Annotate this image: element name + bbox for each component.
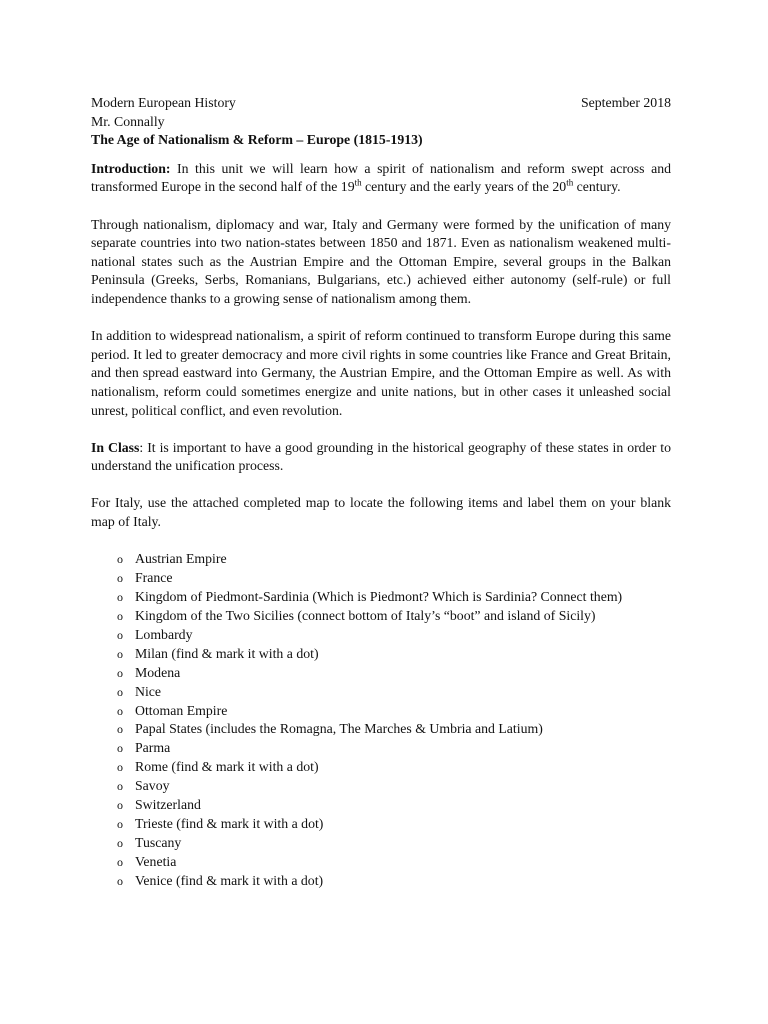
list-item-text: Venetia: [135, 853, 177, 869]
list-item: [117, 569, 671, 588]
circle-bullet-icon: o: [117, 854, 123, 869]
list-item-text: Kingdom of the Two Sicilies (connect bottom of Italy’s “boot” and island of Sicily): [135, 607, 596, 623]
circle-bullet-icon: o: [117, 646, 123, 661]
circle-bullet-icon: o: [117, 665, 123, 680]
circle-bullet-icon: o: [117, 703, 123, 718]
list-item-text: Switzerland: [135, 797, 201, 813]
list-item: [117, 702, 671, 721]
circle-bullet-icon: o: [117, 798, 123, 813]
list-item: [117, 550, 671, 569]
in-class-paragraph: [91, 439, 671, 476]
list-item-text: Lombardy: [135, 626, 193, 642]
header-row: [91, 94, 671, 113]
list-item: [117, 777, 671, 796]
circle-bullet-icon: o: [117, 552, 123, 567]
instruction-paragraph: For Italy, use the attached completed map to locate the following items and label them on your blank map of Italy.: [91, 495, 671, 530]
list-item: [117, 588, 671, 607]
list-item: [117, 872, 671, 891]
introduction-section: [91, 160, 671, 197]
list-item-text: Venice (find & mark it with a dot): [135, 872, 324, 888]
circle-bullet-icon: o: [117, 835, 123, 850]
list-item: [117, 739, 671, 758]
list-item-text: Milan (find & mark it with a dot): [135, 645, 319, 661]
list-item: [117, 853, 671, 872]
list-item: [117, 720, 671, 739]
circle-bullet-icon: o: [117, 816, 123, 831]
superscript-th-a: th: [354, 177, 362, 188]
in-class-text: : It is important to have a good grounding in the historical geography of these states in order to understand the unification process.: [91, 439, 671, 474]
introduction-text-b: century and the early years of the 20: [361, 179, 567, 195]
circle-bullet-icon: o: [117, 741, 123, 756]
circle-bullet-icon: o: [117, 722, 123, 737]
circle-bullet-icon: o: [117, 627, 123, 642]
superscript-th-b: th: [566, 177, 574, 188]
document-page: [91, 94, 671, 891]
list-item-text: Trieste (find & mark it with a dot): [135, 815, 324, 831]
circle-bullet-icon: o: [117, 590, 123, 605]
document-title: The Age of Nationalism & Reform – Europe (1815-1913): [91, 132, 423, 148]
circle-bullet-icon: o: [117, 571, 123, 586]
list-item-text: Tuscany: [135, 834, 182, 850]
map-items-list: [91, 550, 671, 890]
list-item-text: Rome (find & mark it with a dot): [135, 759, 319, 775]
list-item: [117, 626, 671, 645]
introduction-text-c: century.: [573, 179, 621, 195]
list-item-text: Kingdom of Piedmont-Sardinia (Which is Piedmont? Which is Sardinia? Connect them): [135, 589, 623, 605]
list-item-text: Austrian Empire: [135, 551, 227, 567]
introduction-paragraph: [91, 160, 671, 197]
list-item: [117, 758, 671, 777]
circle-bullet-icon: o: [117, 760, 123, 775]
circle-bullet-icon: o: [117, 873, 123, 888]
nationalism-paragraph: Through nationalism, diplomacy and war, Italy and Germany were formed by the unification of many separate countries into two nation-states between 1850 and 1871. Even as nationalism weakened multi-national states such as the Austrian Empire and the Ottoman Empire, several groups in the Balkan Peninsula (Greeks, Serbs, Romanians, Bulgarians, etc.) achieved either autonomy (self-rule) or full independence thanks to a growing sense of nationalism among them.: [91, 216, 671, 306]
list-item-text: Savoy: [135, 778, 170, 794]
list-item-text: Nice: [135, 683, 162, 699]
list-item: [117, 834, 671, 853]
list-item: [117, 683, 671, 702]
document-date: September 2018: [580, 95, 671, 110]
course-name: Modern European History: [91, 95, 236, 110]
list-item-text: Ottoman Empire: [135, 702, 228, 718]
list-item-text: Papal States (includes the Romagna, The Marches & Umbria and Latium): [135, 721, 543, 737]
circle-bullet-icon: o: [117, 684, 123, 699]
list-item: [117, 607, 671, 626]
introduction-text-a: In this unit we will learn how a spirit of nationalism and reform swept across and transformed Europe in the second half of the 19: [91, 160, 671, 195]
list-item: [117, 815, 671, 834]
circle-bullet-icon: o: [117, 779, 123, 794]
list-item: [117, 664, 671, 683]
list-item-text: France: [135, 570, 173, 586]
list-item-text: Modena: [135, 664, 181, 680]
in-class-label: In Class: [91, 439, 140, 455]
reform-paragraph: In addition to widespread nationalism, a spirit of reform continued to transform Europe during this same period. It led to greater democracy and more civil rights in some countries like France and Great Britain, and then spread eastward into Germany, the Austrian Empire, and the Ottoman Empire as well. As with nationalism, reform could sometimes energize and unite nations, but in other cases it unleashed social unrest, political conflict, and even revolution.: [91, 328, 671, 418]
teacher-name: Mr. Connally: [91, 113, 165, 129]
list-item-text: Parma: [135, 740, 171, 756]
list-item: [117, 796, 671, 815]
circle-bullet-icon: o: [117, 608, 123, 623]
list-item: [117, 645, 671, 664]
introduction-label: Introduction:: [91, 160, 171, 176]
